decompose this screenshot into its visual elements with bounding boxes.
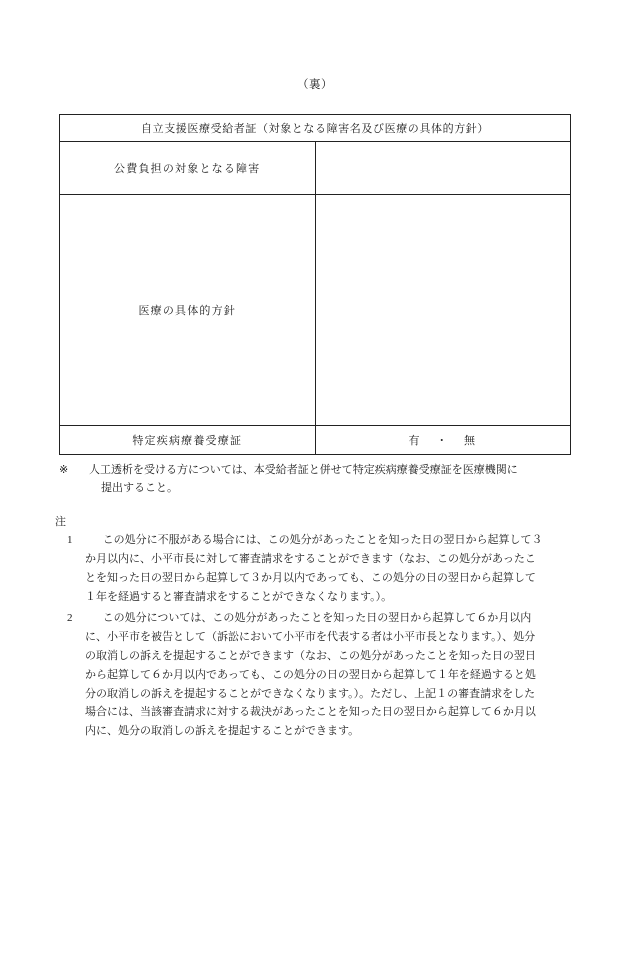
label-covered-disability: 公費負担の対象となる障害 xyxy=(60,142,316,195)
table-row-tokutei xyxy=(60,426,571,455)
value-covered-disability[interactable] xyxy=(315,142,571,195)
note-2-line-6: 場合には、当該審査請求に対する裁決があったことを知った日の翌日から起算して６か月以 xyxy=(85,706,536,719)
note-2-line-1: この処分については、この処分があったことを知った日の翌日から起算して６か月以内 xyxy=(102,611,532,624)
label-medical-policy: 医療の具体的方針 xyxy=(60,195,316,426)
notes-heading: 注 xyxy=(55,516,66,529)
note-2-line-3: の取消しの訴えを提起することができます（なお、この処分があったことを知った日の翌日 xyxy=(85,649,536,662)
note-1-line-4: １年を経過すると審査請求をすることができなくなります。）。 xyxy=(85,591,393,603)
asterisk-note-text-2: 提出すること。 xyxy=(101,482,178,495)
tokutei-option-yes[interactable]: 有 xyxy=(408,435,422,447)
value-medical-policy[interactable] xyxy=(315,195,571,426)
list-item xyxy=(55,609,585,741)
notes-list xyxy=(45,531,585,741)
note-1-line-1: この処分に不服がある場合には、この処分があったことを知った日の翌日から起算して３ xyxy=(102,534,543,547)
value-tokutei-certificate[interactable] xyxy=(315,426,571,455)
asterisk-note-text-1: 人工透析を受ける方については、本受給者証と併せて特定疾病療養受療証を医療機関に xyxy=(89,464,518,476)
certificate-table xyxy=(59,114,571,455)
note-number-2: 2 xyxy=(67,611,73,624)
note-2-line-7: 内に、処分の取消しの訴えを提起することができます。 xyxy=(85,725,360,738)
certificate-title: 自立支援医療受給者証（対象となる障害名及び医療の具体的方針） xyxy=(60,115,571,142)
list-item xyxy=(55,531,585,607)
label-tokutei-certificate: 特定疾病療養受療証 xyxy=(60,426,316,455)
table-row-medical-policy xyxy=(60,195,571,426)
page-marker: （裏） xyxy=(297,79,333,91)
note-body-2 xyxy=(85,609,585,741)
note-2-line-4: から起算して６か月以内であっても、この処分の日の翌日から起算して１年を経過すると処 xyxy=(85,668,536,681)
asterisk-note-first-line xyxy=(59,461,571,479)
note-1-line-2: か月以内に、小平市長に対して審査請求をすることができます（なお、この処分があったこ xyxy=(85,553,536,566)
table-row-title xyxy=(60,115,571,142)
note-1-line-3: とを知った日の翌日から起算して３か月以内であっても、この処分の日の翌日から起算して xyxy=(85,572,536,585)
note-number-1: 1 xyxy=(67,534,73,547)
asterisk-note xyxy=(59,461,571,497)
note-2-line-5: 分の取消しの訴えを提起することができなくなります。）。ただし、上記１の審査請求をした xyxy=(85,687,536,700)
note-body-1 xyxy=(85,531,585,607)
asterisk-mark: ※ xyxy=(59,464,69,476)
tokutei-option-no[interactable]: 無 xyxy=(464,435,477,447)
document-page xyxy=(0,76,630,979)
tokutei-separator: ・ xyxy=(436,435,450,447)
table-row-disability xyxy=(60,142,571,195)
note-2-line-2: に、小平市を被告として（訴訟において小平市を代表する者は小平市長となります。）、処分 xyxy=(85,630,536,643)
